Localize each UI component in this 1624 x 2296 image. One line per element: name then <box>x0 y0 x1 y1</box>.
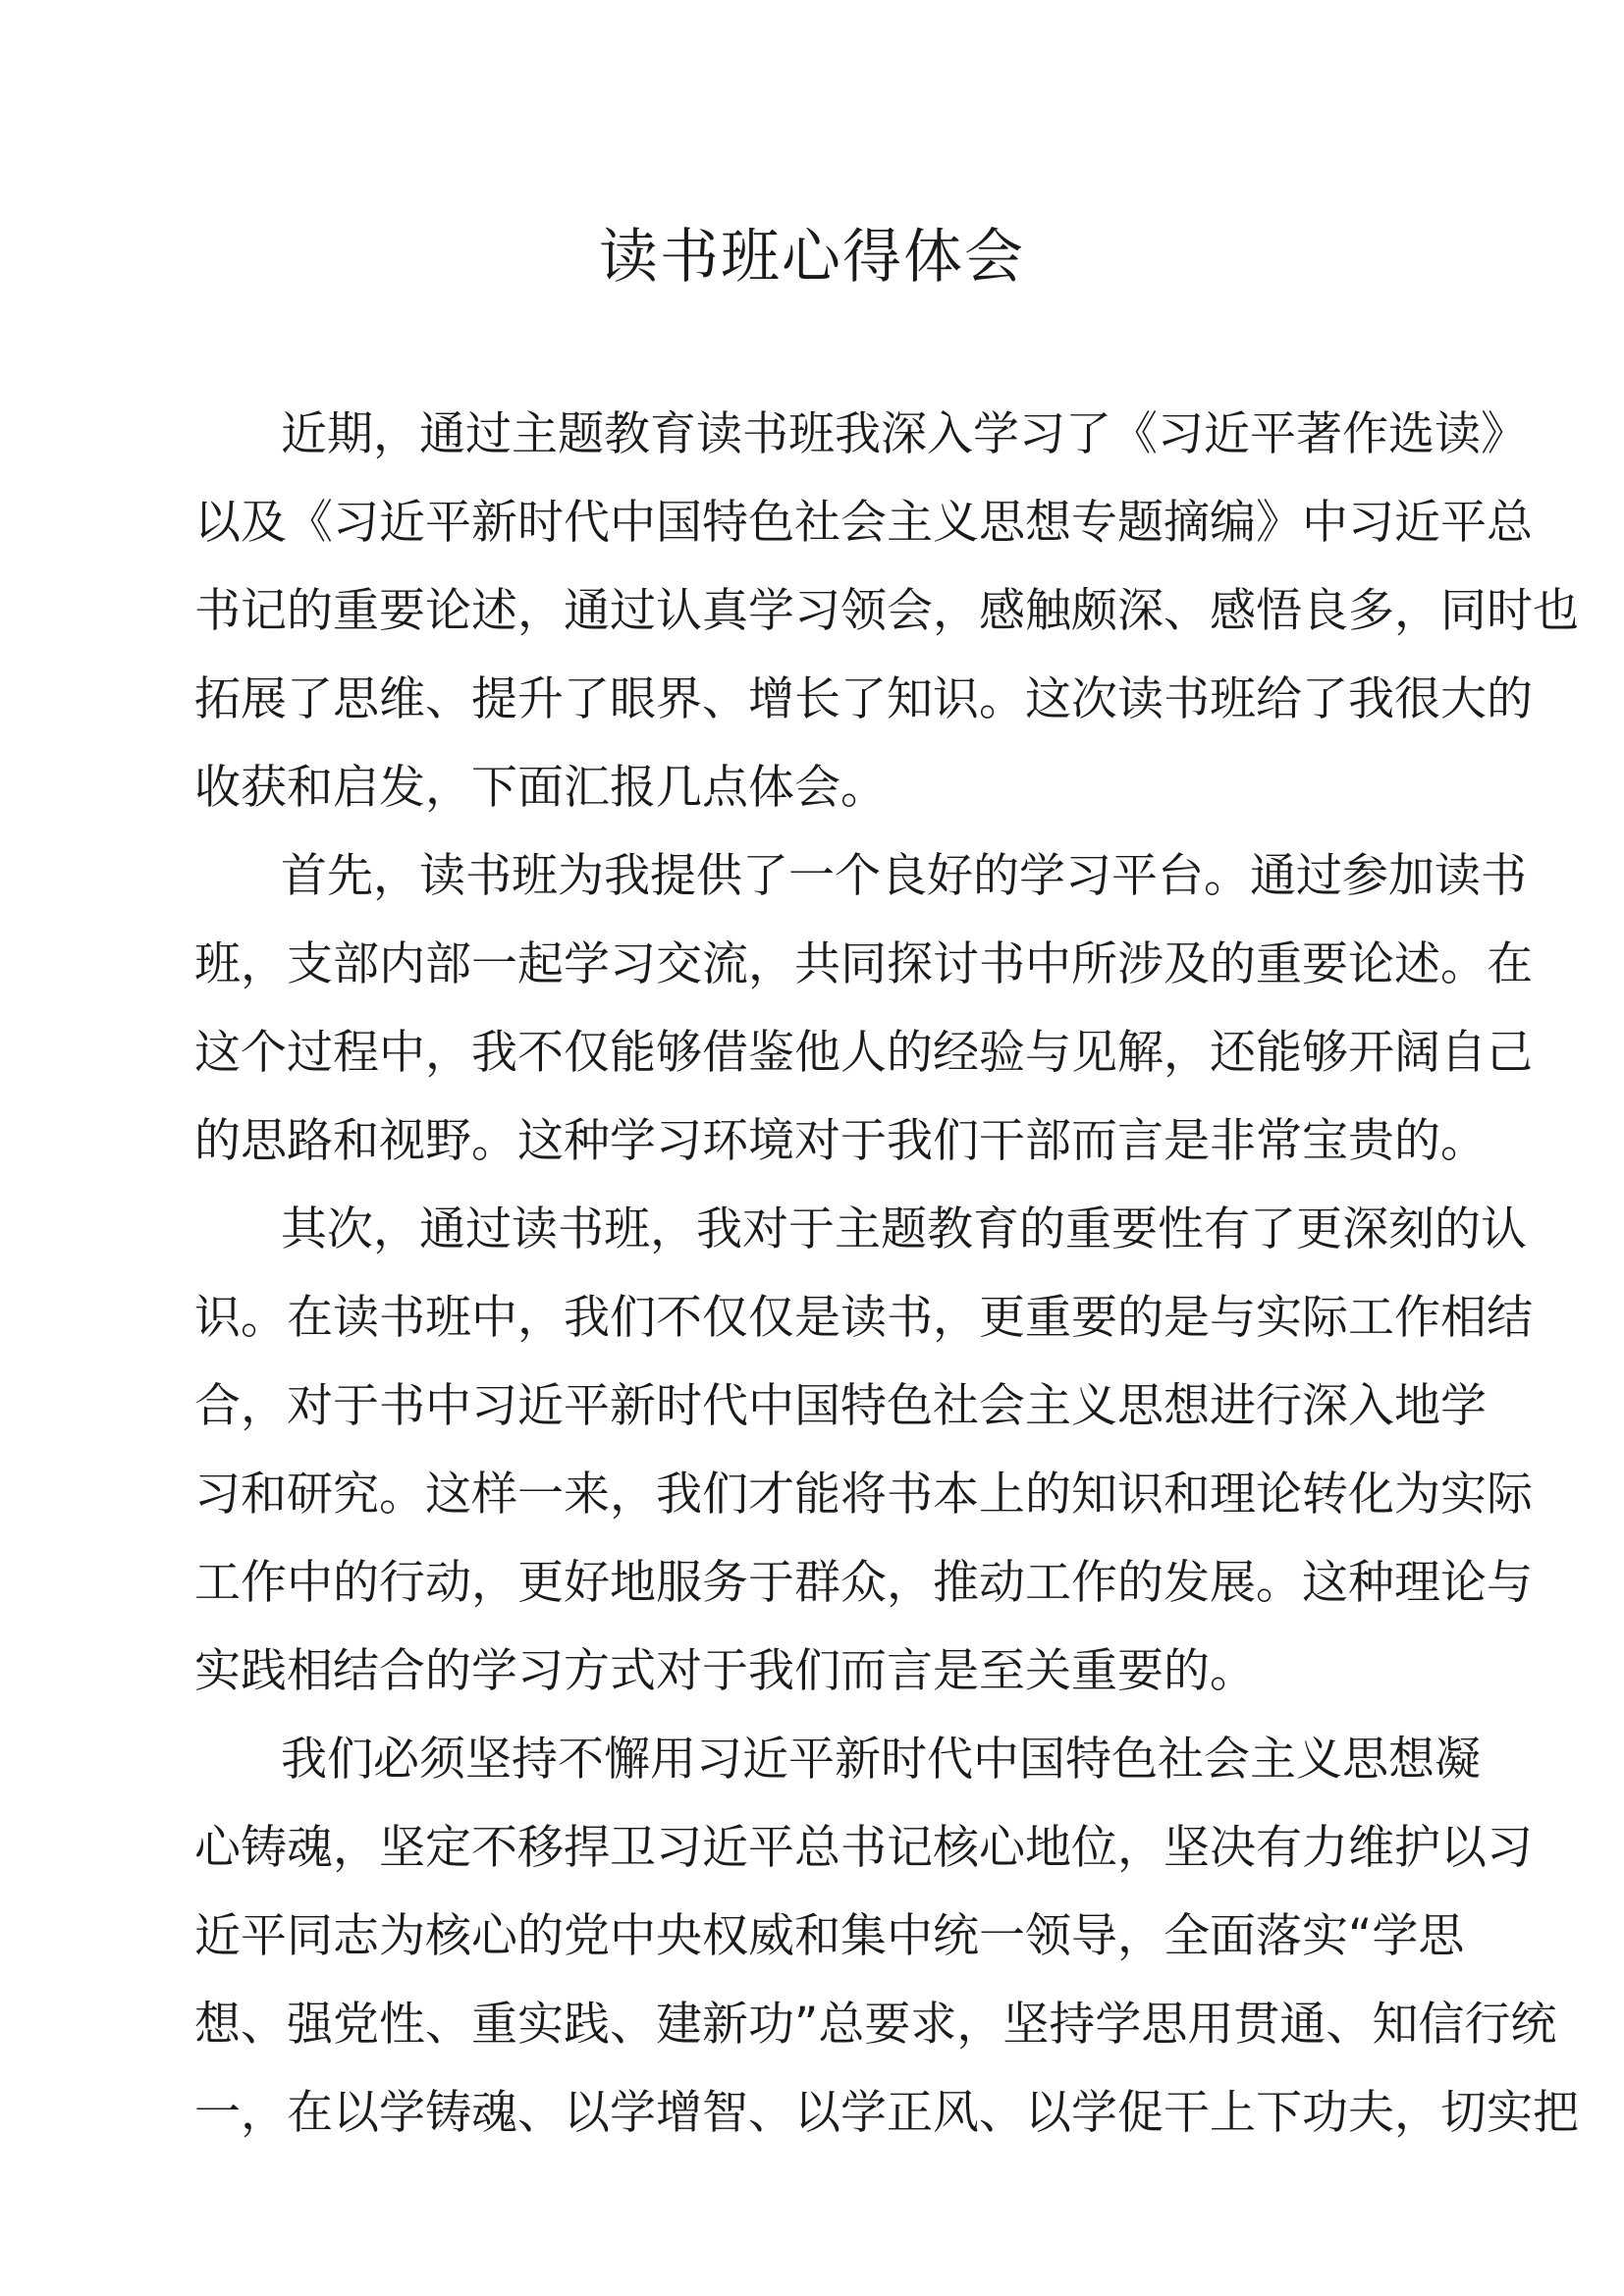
text-line: 近期，通过主题教育读书班我深入学习了《习近平著作选读》 <box>281 407 1527 461</box>
text-line: 的思路和视野。这种学习环境对于我们干部而言是非常宝贵的。 <box>194 1114 1487 1168</box>
text-line: 首先，读书班为我提供了一个良好的学习平台。通过参加读书 <box>281 849 1527 903</box>
text-line: 近平同志为核心的党中央权威和集中统一领导，全面落实“学思 <box>194 1909 1465 1963</box>
text-line: 心铸魂，坚定不移捍卫习近平总书记核心地位，坚决有力维护以习 <box>194 1821 1533 1875</box>
text-line: 一，在以学铸魂、以学增智、以学正风、以学促干上下功夫，切实把 <box>194 2086 1579 2140</box>
paragraph-3 <box>194 1186 1533 1716</box>
text-line: 工作中的行动，更好地服务于群众，推动工作的发展。这种理论与 <box>194 1556 1533 1610</box>
text-line: 实践相结合的学习方式对于我们而言是至关重要的。 <box>194 1644 1256 1698</box>
text-line: 想、强党性、重实践、建新功”总要求，坚持学思用贯通、知信行统 <box>194 1998 1557 2052</box>
text-line: 其次，通过读书班，我对于主题教育的重要性有了更深刻的认 <box>281 1202 1527 1256</box>
paragraph-1 <box>194 391 1579 832</box>
text-line: 书记的重要论述，通过认真学习领会，感触颇深、感悟良多，同时也 <box>194 584 1579 638</box>
text-line: 班，支部内部一起学习交流，共同探讨书中所涉及的重要论述。在 <box>194 937 1533 991</box>
document-title: 读书班心得体会 <box>599 223 1025 292</box>
text-line: 拓展了思维、提升了眼界、增长了知识。这次读书班给了我很大的 <box>194 672 1533 726</box>
document-body <box>194 391 1579 2158</box>
paragraph-2 <box>194 832 1533 1186</box>
text-line: 以及《习近平新时代中国特色社会主义思想专题摘编》中习近平总 <box>194 496 1533 550</box>
text-line: 合，对于书中习近平新时代中国特色社会主义思想进行深入地学 <box>194 1379 1487 1433</box>
text-line: 识。在读书班中，我们不仅仅是读书，更重要的是与实际工作相结 <box>194 1291 1533 1345</box>
text-line: 收获和启发，下面汇报几点体会。 <box>194 761 887 815</box>
paragraph-4 <box>194 1716 1579 2158</box>
text-line: 这个过程中，我不仅能够借鉴他人的经验与见解，还能够开阔自己 <box>194 1026 1533 1080</box>
text-line: 我们必须坚持不懈用习近平新时代中国特色社会主义思想凝 <box>281 1733 1481 1787</box>
text-line: 习和研究。这样一来，我们才能将书本上的知识和理论转化为实际 <box>194 1468 1533 1522</box>
